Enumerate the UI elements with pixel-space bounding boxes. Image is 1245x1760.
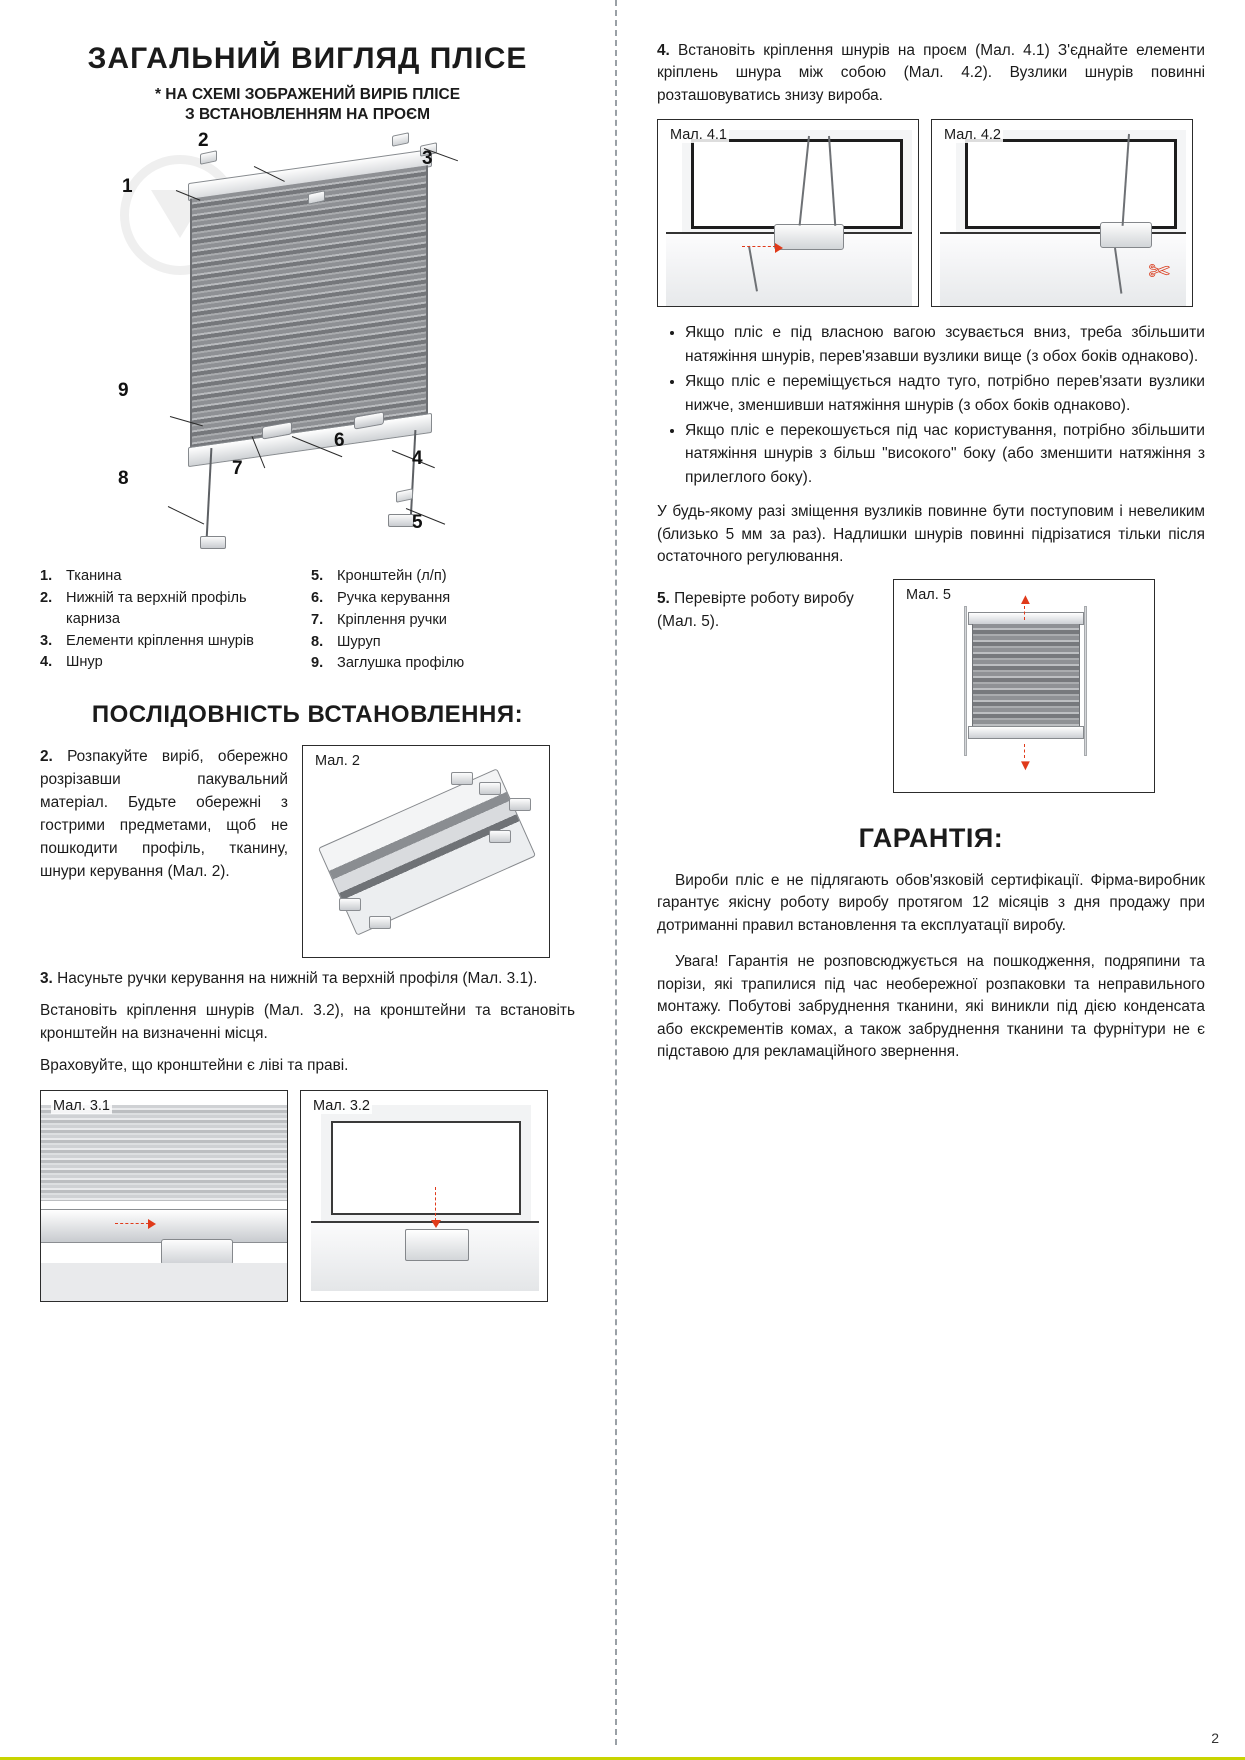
step-3-text-2: Встановіть кріплення шнурів (Мал. 3.2), на кронштейни та встановіть кронштейн на визначенні місця.: [40, 1002, 575, 1042]
callout-4: 4: [412, 448, 423, 470]
adjustment-note: У будь-якому разі зміщення вузликів повинне бути поступовим і невеликим (близько 5 мм за раз). Надлишки шнурів повинні підрізатися тільки після остаточного регулювання.: [657, 503, 1205, 566]
section-title-installation: ПОСЛІДОВНІСТЬ ВСТАНОВЛЕННЯ:: [91, 700, 524, 728]
page-subtitle-line2: З ВСТАНОВЛЕННЯМ НА ПРОЄМ: [184, 106, 431, 124]
legend-number: 2.: [40, 590, 53, 607]
arrow-up-icon: ▲: [1018, 590, 1033, 608]
step-2-text: Розпакуйте виріб, обережно розрізавши пакувальний матеріал. Будьте обережні з гострими предметами, щоб не пошкодити профіль, тканину, шнури керування (Мал. 2).: [40, 747, 288, 881]
part-b: [509, 798, 531, 811]
cord-mount-plate: [774, 224, 844, 250]
window-frame: [321, 1105, 531, 1225]
legend-text: Кронштейн (л/п): [337, 568, 447, 585]
step-5-text-wrapper: [657, 579, 877, 633]
legend-number: 4.: [40, 654, 53, 671]
background-band: [41, 1263, 287, 1302]
callout-7: 7: [232, 458, 243, 480]
guide-post-left: [964, 606, 967, 756]
page-title: ЗАГАЛЬНИЙ ВИГЛЯД ПЛІСЕ: [87, 42, 528, 75]
list-item: [40, 588, 285, 629]
page-subtitle: [40, 85, 575, 127]
fabric-detail: [41, 1105, 287, 1201]
cord-right: [410, 430, 417, 522]
list-item: [311, 610, 556, 631]
figure-2: [302, 745, 550, 958]
warranty-paragraph-2: Увага! Гарантія не розповсюджується на пошкодження, подряпини та порізи, які трапилися під час необережної розпаковки та неправильного монтажу. Побутові забруднення тканини, які виникли під дією конденсата або екскрементів комах, а також забруднення тканини та фурнітури не є підставою для рекламаційного звернення.: [657, 953, 1205, 1061]
arrow-connect: [742, 246, 776, 247]
legend-text: Заглушка профілю: [337, 655, 465, 672]
legend-text: Шнур: [66, 654, 103, 671]
callout-1: 1: [122, 176, 133, 198]
step-2-number: 2.: [40, 747, 53, 765]
callout-6: 6: [334, 430, 345, 452]
figures-3-row: [40, 1090, 575, 1302]
step-3-text-1: Насуньте ручки керування на нижній та верхній профіля (Мал. 3.1).: [57, 969, 538, 987]
figure-5: [893, 579, 1155, 793]
part-c: [489, 830, 511, 843]
callout-3: 3: [422, 148, 433, 170]
legend-column-left: [40, 566, 285, 675]
step-3-text-3: Враховуйте, що кронштейни є ліві та праві.: [40, 1057, 349, 1075]
callout-9: 9: [118, 380, 129, 402]
warranty-paragraph-1: Вироби пліс е не підлягають обов'язковій сертифікації. Фірма-виробник гарантує якісну роботу виробу протягом 12 місяців з дня продажу при дотриманні правил встановлення та експлуатації виробу.: [657, 871, 1205, 934]
list-item: [311, 588, 556, 609]
list-item: [40, 566, 285, 587]
bracket-right: [388, 514, 414, 527]
cord-clip-right-1: [392, 133, 409, 148]
arrow-insert-handle: [115, 1223, 149, 1224]
step-2-text-wrapper: [40, 745, 288, 884]
dash-down: [1024, 744, 1025, 758]
legend-text: Нижній та верхній профіль карниза: [66, 590, 247, 627]
list-item: • Якщо пліс е переміщується надто туго, потрібно перев'язати вузлики нижче, зменшивши натяжіння шнурів (з обох боків однаково).: [685, 370, 1205, 417]
bracket-left: [200, 536, 226, 549]
arrow-mount-bracket: [435, 1187, 436, 1221]
legend-text: Ручка керування: [337, 590, 451, 607]
dash-up: [1024, 606, 1025, 620]
figure-4-2: [931, 119, 1193, 307]
figure-3-1: [40, 1090, 288, 1302]
figure-3-2-label: Мал. 3.2: [313, 1097, 370, 1114]
step-5-text: Перевірте роботу виробу (Мал. 5).: [657, 589, 854, 630]
bottom-profile: [968, 726, 1084, 739]
window-frame: [682, 130, 912, 238]
legend-number: 6.: [311, 590, 324, 607]
figure-general-view: [40, 130, 575, 560]
part-f: [451, 772, 473, 785]
right-column: [617, 0, 1245, 1760]
left-column: [0, 0, 615, 1760]
leader-8: [168, 506, 204, 525]
legend-number: 1.: [40, 568, 53, 585]
legend-number: 3.: [40, 632, 53, 649]
list-item: [40, 652, 285, 673]
step-2-block: [40, 745, 575, 958]
step-4-paragraph: [657, 40, 1205, 107]
part-d: [339, 898, 361, 911]
legend-number: 7.: [311, 611, 324, 628]
figure-5-label: Мал. 5: [906, 586, 951, 603]
figure-3-2: [300, 1090, 548, 1302]
profile-detail: [41, 1209, 287, 1243]
cord-bracket: [405, 1229, 469, 1261]
part-e: [369, 916, 391, 929]
legend-column-right: [311, 566, 556, 675]
page-subtitle-line1: * НА СХЕМІ ЗОБРАЖЕНИЙ ВИРІБ ПЛІСЕ: [154, 85, 461, 103]
figure-2-label: Мал. 2: [315, 752, 360, 769]
list-item: [311, 653, 556, 674]
adjustment-bullet-list: [657, 321, 1205, 489]
legend: [40, 566, 575, 675]
legend-number: 8.: [311, 633, 324, 650]
legend-text: Елементи кріплення шнурів: [66, 632, 254, 649]
list-item: • Якщо пліс е під власною вагою зсувається вниз, треба збільшити натяжіння шнурів, перев'язавши вузлики вище (з обох боків однаково).: [685, 321, 1205, 368]
step-3-block: [40, 968, 575, 1078]
scissors-icon: ✄: [1148, 256, 1170, 287]
step-3-paragraph-1: [40, 968, 575, 990]
legend-text: Тканина: [66, 568, 122, 585]
arrow-down-icon: ▼: [1018, 756, 1033, 774]
part-a: [479, 782, 501, 795]
step-4-text: Встановіть кріплення шнурів на проєм (Мал. 4.1) З'єднайте елементи кріплень шнура між собою (Мал. 4.2). Вузлики шнурів повинні розташовуватись знизу вироба.: [657, 42, 1205, 104]
list-item: • Якщо пліс е перекошується під час користування, потрібно збільшити натяжіння шнурів з більш "високого" боку (або зменшити натяжіння з прилеглого боку).: [685, 419, 1205, 489]
legend-text: Кріплення ручки: [337, 611, 447, 628]
callout-5: 5: [412, 512, 423, 534]
window-frame: [956, 130, 1186, 238]
list-item: [40, 631, 285, 652]
control-handle: [161, 1239, 233, 1265]
legend-number: 9.: [311, 655, 324, 672]
callout-2: 2: [198, 130, 209, 152]
section-title-warranty: ГАРАНТІЯ:: [858, 822, 1004, 853]
page-number: 2: [1211, 1730, 1219, 1746]
pleated-fabric: [972, 624, 1080, 728]
list-item: [311, 566, 556, 587]
cord-clip-left: [200, 151, 217, 166]
callout-8: 8: [118, 468, 129, 490]
figures-4-row: [657, 119, 1205, 307]
legend-text: Шуруп: [337, 633, 381, 650]
legend-number: 5.: [311, 568, 324, 585]
figure-3-1-label: Мал. 3.1: [53, 1097, 110, 1114]
list-item: [311, 632, 556, 653]
step-5-number: 5.: [657, 589, 670, 607]
step-3-number: 3.: [40, 969, 53, 987]
guide-post-right: [1084, 606, 1087, 756]
figure-4-2-label: Мал. 4.2: [944, 127, 1001, 144]
step-5-block: [657, 579, 1205, 793]
figure-4-1: [657, 119, 919, 307]
figure-4-1-label: Мал. 4.1: [670, 127, 727, 144]
cord-mount-plate: [1100, 222, 1152, 248]
pleated-fabric: [190, 166, 428, 457]
step-4-number: 4.: [657, 42, 670, 59]
